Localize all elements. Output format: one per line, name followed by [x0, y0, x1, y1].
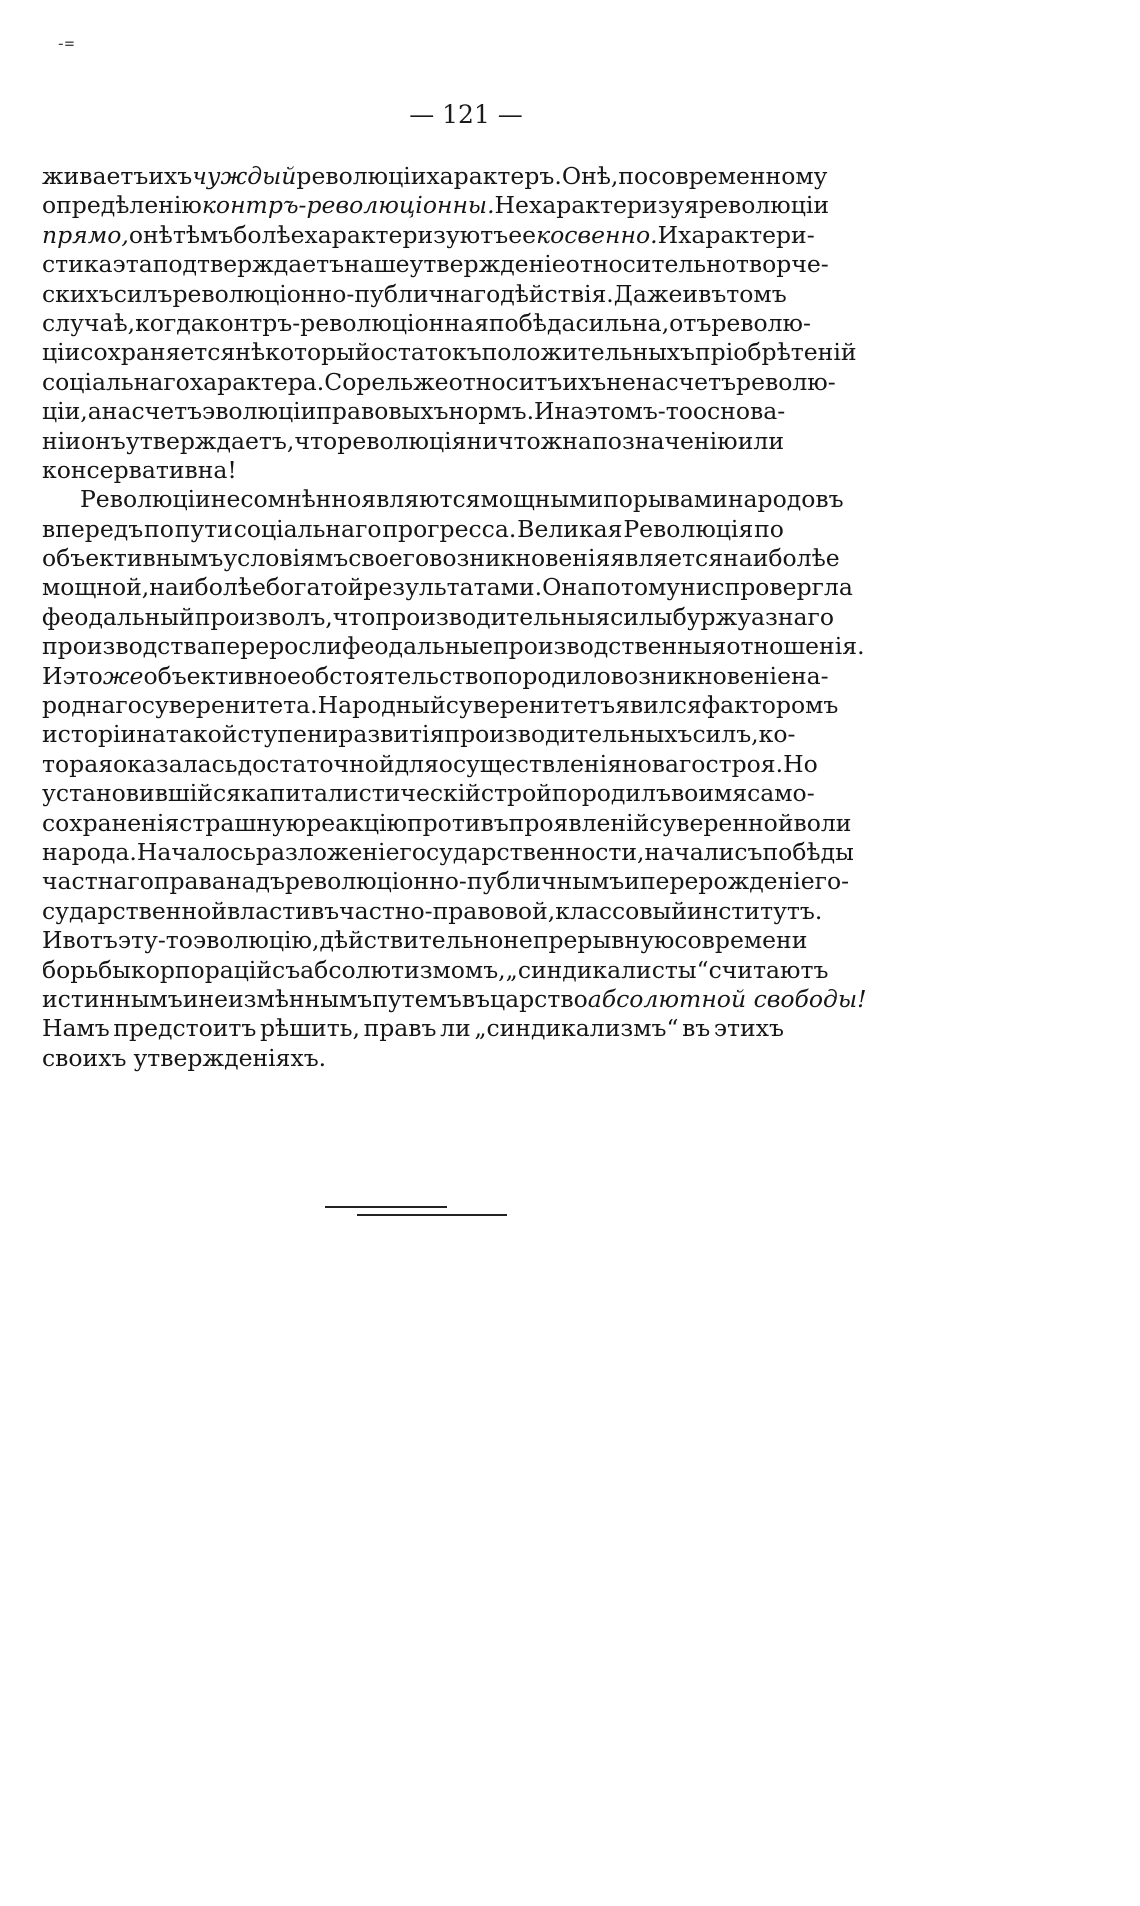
- text-line: Намъ предстоитъ рѣшить, правъ ли „синдикализмъ“ въ этихъ: [42, 1014, 784, 1043]
- text-line: установившійся капиталистическій строй породилъ во имя само-: [42, 779, 815, 808]
- text-line: производства переросли феодальные производственныя отношенія.: [42, 632, 865, 661]
- text-line: истиннымъ и неизмѣннымъ путемъ въ царство абсолютной свободы!: [42, 984, 867, 1013]
- corner-mark: -=: [56, 34, 74, 53]
- text-line: И вотъ эту-то эволюцію, дѣйствительно непрерывную со времени: [42, 926, 808, 955]
- text-line: впередъ по пути соціальнаго прогресса. Великая Революція по: [42, 514, 784, 543]
- end-rule-upper: [325, 1206, 447, 1208]
- text-line: Революціи несомнѣнно являются мощными порывами народовъ: [80, 485, 844, 514]
- text-line: случаѣ, когда контръ-революціонная побѣда сильна, отъ револю-: [42, 308, 811, 337]
- text-line: торая оказалась достаточной для осуществленія новаго строя. Но: [42, 749, 818, 778]
- text-line: консервативна!: [42, 455, 237, 484]
- text-line: сохраненія страшную реакцію противъ проявленій суверенной воли: [42, 808, 852, 837]
- paragraph-2: [42, 485, 867, 1073]
- text-line: роднаго суверенитета. Народный суверенитетъ явился факторомъ: [42, 691, 839, 720]
- text-line: своихъ утвержденіяхъ.: [42, 1043, 327, 1072]
- text-line: прямо, онѣ тѣмъ болѣе характеризуютъ ее косвенно. И характери-: [42, 220, 815, 249]
- text-line: объективнымъ условіямъ своего возникновенія является наиболѣе: [42, 544, 840, 573]
- text-line: скихъ силъ революціонно-публичнаго дѣйствія. Даже и въ томъ: [42, 279, 787, 308]
- text-line: стика эта подтверждаетъ наше утвержденіе относительно творче-: [42, 250, 829, 279]
- text-line: ціи, а на счетъ эволюціи правовыхъ нормъ. И на этомъ-то основа-: [42, 397, 786, 426]
- text-line: соціальнаго характера. Сорель же относитъ ихъ не на счетъ револю-: [42, 367, 836, 396]
- paragraph-1: [42, 162, 857, 485]
- text-line: мощной, наиболѣе богатой результатами. Она потому ниспровергла: [42, 573, 853, 602]
- end-rule-lower: [357, 1214, 507, 1216]
- text-line: опредѣленію контръ-революціонны. Не характеризуя революціи: [42, 191, 830, 220]
- page-number: — 121 —: [409, 100, 523, 129]
- text-line: народа. Началось разложеніе государственности, началисъ побѣды: [42, 837, 854, 866]
- text-line: живаетъ ихъ чуждый революціи характеръ. Онѣ, по современному: [42, 162, 828, 190]
- body-text: [42, 162, 867, 1073]
- text-line: борьбы корпорацій съ абсолютизмомъ, „синдикалисты“ считаютъ: [42, 955, 829, 984]
- text-line: сударственной власти въ частно-правовой, классовый институтъ.: [42, 896, 823, 925]
- text-line: исторіи на такой ступени развитія производительныхъ силъ, ко-: [42, 720, 796, 749]
- text-line: ціи сохраняется нѣкоторый остатокъ положительныхъ пріобрѣтеній: [42, 338, 857, 367]
- text-line: феодальный произволъ, что производительныя силы буржуазнаго: [42, 602, 835, 631]
- text-line: частнаго права надъ революціонно-публичнымъ и перерожденіе го-: [42, 867, 850, 896]
- text-line: ніи онъ утверждаетъ, что революція ничтожна по значенію или: [42, 426, 784, 455]
- text-line: И это же объективное обстоятельство породило возникновеніе на-: [42, 661, 829, 690]
